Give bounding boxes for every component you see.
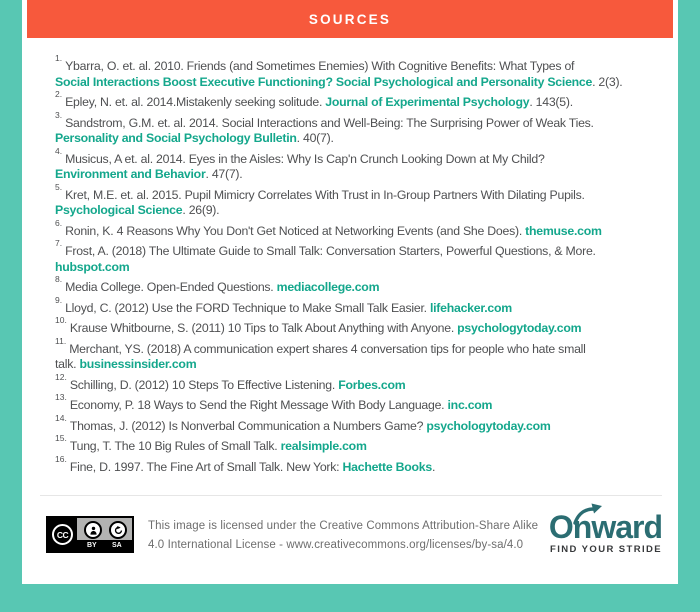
citation — [55, 433, 677, 455]
citation-text: talk. — [55, 357, 80, 371]
citation — [55, 274, 677, 296]
onward-wordmark: Onward — [548, 509, 662, 545]
citation-number: 8. — [55, 274, 63, 285]
citation — [55, 53, 677, 90]
citation-number: 4. — [55, 145, 63, 156]
onward-tagline: FIND YOUR STRIDE — [550, 544, 662, 555]
citation-text: . — [431, 459, 436, 474]
citation-link[interactable]: inc.com — [447, 398, 493, 412]
citation-link[interactable]: Forbes.com — [338, 377, 406, 392]
citation-text: . 40(7). — [296, 131, 334, 145]
citation — [55, 294, 677, 317]
citation-link[interactable]: psychologytoday.com — [457, 321, 582, 335]
citation-source-name: Social Interactions Boost Executive Functioning? Social Psychological and Personality Science — [55, 74, 593, 89]
citation — [55, 89, 677, 111]
citation-text: Sandstrom, G.M. et. al. 2014. Social Interactions and Well-Being: The Surprising Power of Weak Ties. — [65, 115, 594, 130]
citation-link[interactable]: businessinsider.com — [79, 357, 197, 371]
footer — [0, 505, 700, 585]
citation-number: 12. — [55, 371, 67, 382]
citation — [55, 412, 677, 435]
citation-text: . 47(7). — [205, 167, 243, 181]
attribution-person-icon — [84, 521, 102, 539]
citation-source-name: Environment and Behavior — [55, 167, 206, 181]
citation — [55, 371, 677, 394]
citation-number: 11. — [55, 335, 67, 346]
share-alike-arrow-icon — [109, 521, 127, 539]
bottom-border-band — [0, 584, 700, 612]
citation — [55, 145, 677, 183]
citations-list — [55, 53, 677, 480]
citation-text: Frost, A. (2018) The Ultimate Guide to Small Talk: Conversation Starters, Powerful Questions, & More. — [65, 244, 596, 258]
citation-text: Thomas, J. (2012) Is Nonverbal Communication a Numbers Game? — [69, 418, 427, 433]
citation-source-name: Psychological Science — [55, 203, 183, 217]
citation-link[interactable]: mediacollege.com — [276, 280, 380, 294]
by-label: BY — [87, 541, 97, 549]
citation-source-name: Personality and Social Psychology Bulletin — [55, 131, 297, 145]
citation-link[interactable]: psychologytoday.com — [426, 418, 551, 433]
citation-text: Epley, N. et. al. 2014.Mistakenly seeking solitude. — [65, 95, 326, 109]
onward-logo — [538, 507, 662, 555]
cc-icon: CC — [52, 524, 73, 545]
license-line-2: 4.0 International License - www.creativecommons.org/licenses/by-sa/4.0 — [148, 539, 524, 551]
citation-link[interactable]: realsimple.com — [280, 439, 367, 453]
citation-link[interactable]: themuse.com — [525, 223, 602, 238]
citation-text: Musicus, A et. al. 2014. Eyes in the Aisles: Why Is Cap'n Crunch Looking Down at My Child? — [65, 151, 545, 166]
citation-text: . 26(9). — [182, 203, 220, 217]
onward-arrow-icon — [572, 503, 604, 530]
citation-text: Lloyd, C. (2012) Use the FORD Technique to Make Small Talk Easier. — [65, 300, 430, 315]
citation-text: Krause Whitbourne, S. (2011) 10 Tips to Talk About Anything with Anyone. — [69, 321, 458, 335]
citation-number: 1. — [55, 53, 63, 64]
citation-number: 2. — [55, 89, 63, 100]
citation-source-name: Journal of Experimental Psychology — [325, 95, 530, 109]
license-text — [148, 517, 538, 555]
citation-text: Fine, D. 1997. The Fine Art of Small Talk. New York: — [69, 459, 343, 474]
cc-terms-section — [77, 518, 132, 551]
citation — [55, 453, 677, 476]
citation — [55, 217, 677, 240]
citation-text: Ybarra, O. et. al. 2010. Friends (and Sometimes Enemies) With Cognitive Benefits: What Types of — [65, 59, 575, 73]
citation-number: 3. — [55, 109, 63, 120]
citation-text: Media College. Open-Ended Questions. — [65, 280, 277, 294]
citation-link[interactable]: lifehacker.com — [429, 300, 512, 315]
cc-term-labels — [77, 540, 132, 551]
citation-number: 7. — [55, 238, 63, 249]
sa-label: SA — [112, 541, 122, 549]
footer-divider — [40, 495, 662, 496]
citation — [55, 109, 677, 147]
citation — [55, 335, 677, 373]
header-band — [27, 0, 673, 38]
citation-text: Schilling, D. (2012) 10 Steps To Effective Listening. — [69, 377, 339, 392]
citation-number: 16. — [55, 453, 67, 464]
citation — [55, 315, 677, 337]
citation-number: 6. — [55, 217, 63, 228]
citation-text: Ronin, K. 4 Reasons Why You Don't Get Noticed at Networking Events (and She Does). — [65, 223, 526, 238]
citation-number: 5. — [55, 181, 63, 192]
citation-text: Economy, P. 18 Ways to Send the Right Message With Body Language. — [69, 398, 448, 412]
citation — [55, 181, 677, 219]
citation-number: 14. — [55, 412, 67, 423]
cc-logo-section — [48, 518, 77, 551]
citation-link[interactable]: hubspot.com — [55, 259, 130, 274]
citation-text: Tung, T. The 10 Big Rules of Small Talk. — [69, 439, 281, 453]
citation-number: 13. — [55, 392, 67, 403]
citation — [55, 392, 677, 414]
citation-number: 15. — [55, 433, 67, 444]
citation-number: 10. — [55, 315, 67, 326]
citation-text: Kret, M.E. et. al. 2015. Pupil Mimicry Correlates With Trust in In-Group Partners With Dilating Pupils. — [65, 187, 585, 202]
citation-source-name: Hachette Books — [342, 459, 432, 474]
citation-number: 9. — [55, 294, 63, 305]
cc-license-badge[interactable] — [46, 516, 134, 553]
citation-text: Merchant, YS. (2018) A communication expert shares 4 conversation tips for people who hate small — [69, 341, 586, 356]
license-line-1: This image is licensed under the Creative Commons Attribution-Share Alike — [148, 520, 539, 532]
citation-text: . 143(5). — [529, 95, 573, 109]
citation — [55, 238, 677, 275]
page-title: SOURCES — [308, 11, 392, 27]
citation-text: . 2(3). — [592, 74, 623, 89]
